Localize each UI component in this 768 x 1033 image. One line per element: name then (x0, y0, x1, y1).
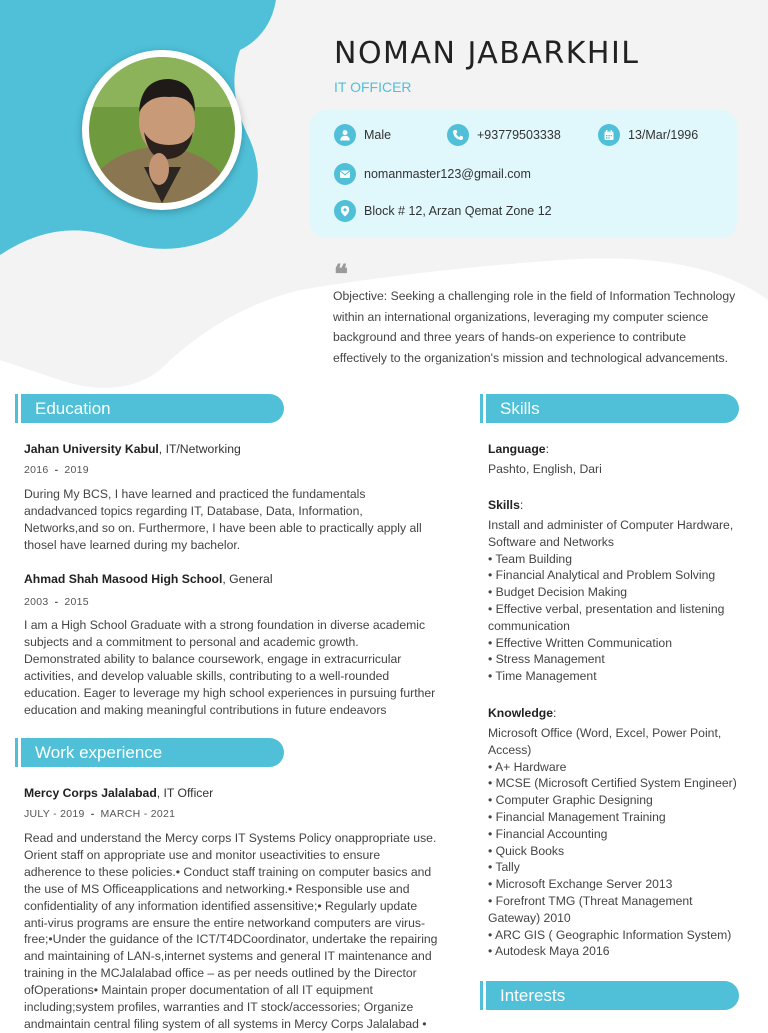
language-value: Pashto, English, Dari (488, 462, 602, 476)
start-date: 2003 (24, 596, 49, 608)
profile-photo-frame (82, 50, 242, 210)
interests-heading-label: Interests (500, 986, 566, 1005)
skills-label-text: Skills (488, 498, 520, 512)
education-description: I am a High School Graduate with a strong foundation in diverse academic subjects and a commitment to personal and academic growth. Demonstrated ability to balance coursework, engage in extracurricular activities, and develop valuable skills, contributing to a well-rounded education. Eager to leverage my high school experiences in pursuing further education and making meaningful contributions in future endeavors (24, 618, 436, 717)
calendar-icon (598, 124, 620, 146)
profile-photo (89, 57, 235, 203)
contact-dob (598, 124, 698, 146)
education-entry-title (24, 442, 241, 456)
end-date: MARCH - 2021 (100, 808, 176, 820)
list-item: • Quick Books (488, 843, 565, 858)
language-label: Language: (488, 442, 549, 456)
study-field: , General (222, 572, 273, 586)
skills-heading (486, 394, 739, 423)
knowledge-list (488, 725, 743, 960)
contact-address (334, 200, 552, 222)
work-dates: JULY - 2019 - MARCH - 2021 (24, 808, 176, 820)
language-label-text: Language (488, 442, 546, 456)
education-dates: 2003 - 2015 (24, 596, 89, 608)
end-date: 2019 (64, 464, 89, 476)
list-item: • Budget Decision Making (488, 585, 628, 600)
dob-value: 13/Mar/1996 (628, 128, 699, 142)
education-entry-title (24, 572, 273, 586)
school-name: Ahmad Shah Masood High School (24, 572, 223, 586)
list-item: • Financial Accounting (488, 826, 608, 841)
list-item: • Microsoft Exchange Server 2013 (488, 877, 673, 892)
phone-icon (447, 124, 469, 146)
work-heading (21, 738, 284, 767)
address-value: Block # 12, Arzan Qemat Zone 12 (364, 204, 552, 218)
skills-list (488, 517, 743, 685)
list-item: • Tally (488, 860, 520, 875)
study-field: , IT/Networking (158, 442, 241, 456)
work-heading-label: Work experience (35, 743, 163, 762)
end-date: 2015 (64, 596, 89, 608)
email-value: nomanmaster123@gmail.com (364, 167, 531, 181)
list-item: • Time Management (488, 669, 597, 684)
objective-text: Objective: Seeking a challenging role in the field of Information Technology within an international organizations, leveraging my computer science background and three years of hands-on experience to contribute effectively to the organization's mission and technological advancements. (333, 289, 736, 366)
list-item: • Effective Written Communication (488, 635, 672, 650)
knowledge-label: Knowledge: (488, 706, 557, 720)
contact-phone[interactable] (447, 124, 561, 146)
company-name: Mercy Corps Jalalabad (24, 786, 157, 800)
list-item: • Effective verbal, presentation and listening communication (488, 601, 725, 633)
map-pin-icon (334, 200, 356, 222)
candidate-name: NOMAN JABARKHIL (334, 36, 640, 71)
gender-value: Male (364, 128, 392, 142)
knowledge-intro: Microsoft Office (Word, Excel, Power Point, Access) (488, 726, 722, 757)
knowledge-label-text: Knowledge (488, 706, 554, 720)
user-icon (334, 124, 356, 146)
list-item: • Stress Management (488, 652, 605, 667)
contact-panel (310, 110, 737, 238)
list-item: • Computer Graphic Designing (488, 793, 653, 808)
list-item: • A+ Hardware (488, 759, 567, 774)
skills-label: Skills: (488, 498, 524, 512)
envelope-icon (334, 163, 356, 185)
school-name: Jahan University Kabul (24, 442, 159, 456)
interests-heading (486, 981, 739, 1010)
list-item: • Team Building (488, 551, 572, 566)
list-item: • Autodesk Maya 2016 (488, 944, 610, 959)
skills-intro: Install and administer of Computer Hardware, Software and Networks (488, 518, 734, 549)
list-item: • Financial Analytical and Problem Solving (488, 568, 716, 583)
education-dates: 2016 - 2019 (24, 464, 89, 476)
start-date: 2016 (24, 464, 49, 476)
list-item: • MCSE (Microsoft Certified System Engineer) (488, 776, 737, 791)
work-description: Read and understand the Mercy corps IT Systems Policy onappropriate use. Orient staff on appropriate use and monitor useactivities to ensure adherence to these policies.• Conduct staff training on computer basics and the use of MS Officeapplications and networking.• Responsible use and confidentiality of any information identified assensitive;• Regularly update anti-virus programs are ensure the entire networkand computers are virus-free;•Under the guidance of the ICT/T4DCoordinator, undertake the repairing and maintaining of LAN-s,internet systems and general IT maintenance and training in the MCJalalabad office – as per needs outlined by the Director ofOperations• Maintain proper documentation of all IT equipment including;system profiles, warranties and IT stock/accessories; Organize andmaintain central filing system of all systems in Mercy Corps Jalalabad • (24, 831, 438, 1031)
education-heading (21, 394, 284, 423)
list-item: • Financial Management Training (488, 809, 666, 824)
job-title: IT OFFICER (334, 79, 412, 95)
quote-icon: ❝ (334, 260, 348, 290)
list-item: • Forefront TMG (Threat Management Gateway) 2010 (488, 893, 693, 925)
start-date: JULY - 2019 (24, 808, 85, 820)
job-role: , IT Officer (156, 786, 214, 800)
education-description: During My BCS, I have learned and practiced the fundamentals andadvanced topics regarding IT, Database, Data, Information, Networks,and so on. Furthermore, I have been able to practically apply all thosel have learned during my bachelor. (24, 487, 422, 552)
list-item: • ARC GIS ( Geographic Information System) (488, 927, 732, 942)
skills-heading-label: Skills (500, 399, 540, 418)
work-entry-title (24, 786, 213, 800)
education-heading-label: Education (35, 399, 111, 418)
phone-value: +93779503338 (477, 128, 561, 142)
contact-gender (334, 124, 391, 146)
contact-email[interactable] (334, 163, 531, 185)
